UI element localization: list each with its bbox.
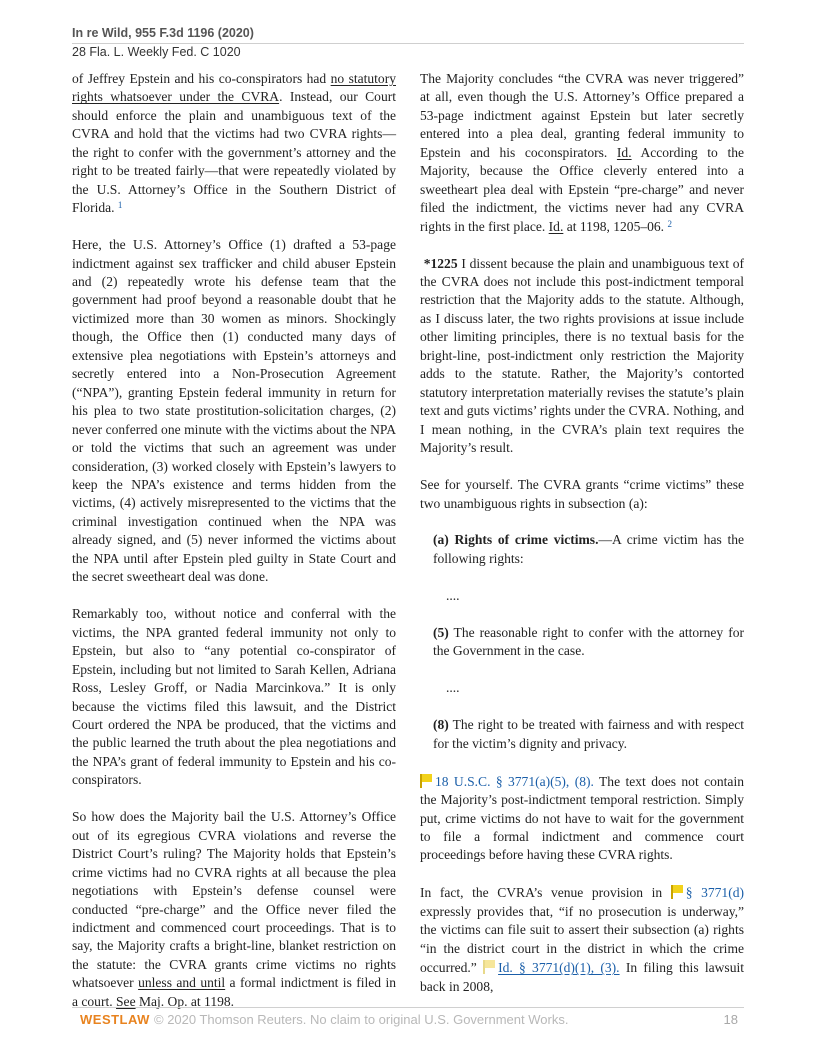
paragraph: See for yourself. The CVRA grants “crime victims” these two unambiguous rights in subsection (a): xyxy=(420,477,744,511)
signal-see: See xyxy=(116,993,136,1009)
keycite-flag-icon[interactable] xyxy=(420,774,432,788)
keycite-flag-icon[interactable] xyxy=(671,885,683,899)
footer-divider xyxy=(72,1007,744,1008)
keycite-flag-icon[interactable] xyxy=(483,960,495,974)
paragraph: 18 U.S.C. § 3771(a)(5), (8). The text does not contain the Majority’s post-indictment temporal restriction. Simply put, crime victims do not have to wait for the government to file a formal indictment and commence court proceedings before having these CVRA rights. xyxy=(420,773,744,863)
citation-id: Id. xyxy=(548,218,564,234)
right-column xyxy=(420,70,744,1015)
quote-heading: (a) Rights of crime victims. xyxy=(433,532,599,548)
westlaw-logo: WESTLAW xyxy=(80,1012,150,1027)
statute-citation-link[interactable]: § 3771(d) xyxy=(685,885,744,901)
header-divider xyxy=(72,43,744,44)
emphasis-underline: unless and until xyxy=(138,975,226,991)
paragraph: *1225 I dissent because the plain and unambiguous text of the CVRA does not include this post-indictment temporal restriction that the Majority adds to the statute. Although, as I discuss later, the two rights provisions at issue include other limiting principles, there is no textual basis for the bright-line, post-indictment only restriction the Majority adds to the statute. Rather, the Majority’s contorted statutory interpretation materially revises the statute’s plain text and guts victims’ rights under the CVRA. Nothing, and I mean nothing, in the CVRA’s plain text requires the Majority’s result. xyxy=(420,255,744,456)
case-title: In re Wild, 955 F.3d 1196 (2020) xyxy=(72,26,254,40)
paragraph: of Jeffrey Epstein and his co-conspirators had no statutory rights whatsoever under the CVRA. Instead, our Court should enforce the plain and unambiguous text of the CVRA and hold that the victims had two CVRA rights—the right to confer with the government’s attorney and the right to be treated fairly—that were repeatedly violated by the U.S. Attorney’s Office in the Southern District of Florida. $^1$ xyxy=(72,71,397,216)
emphasis-underline: no statutory rights whatsoever under the CVRA xyxy=(72,71,396,105)
ellipsis: .... xyxy=(446,680,460,696)
left-column xyxy=(72,70,396,1030)
star-page-marker: *1225 xyxy=(423,255,458,271)
page-number: 18 xyxy=(723,1012,738,1027)
paragraph: The Majority concludes “the CVRA was never triggered” at all, even though the U.S. Attorney’s Office prepared a 53-page indictment against Epstein but later secretly entered into a plea deal, granting federal immunity to Epstein and his coconspirators. Id. According to the Majority, because the Office cleverly entered into a sweetheart plea deal with Epstein “pre-charge” and never filed the indictment, the victims never had any CVRA rights in the first place. Id. at 1198, 1205–06. $^2$ xyxy=(420,71,745,234)
ellipsis: .... xyxy=(446,587,460,603)
citation-id: Id. xyxy=(616,144,632,160)
statute-citation-link[interactable]: 18 U.S.C. § 3771(a)(5), (8). xyxy=(435,773,594,789)
paragraph: In fact, the CVRA’s venue provision in § 3771(d) expressly provides that, “if no prosecution is underway,” the victims can file suit to assert their subsection (a) rights “in the district court in the district in which the crime occurred.” Id. § 3771(d)(1), (3). In filing this lawsuit back in 2008, xyxy=(420,885,744,994)
reporter-citation: 28 Fla. L. Weekly Fed. C 1020 xyxy=(72,45,241,59)
page-footer xyxy=(72,1012,744,1028)
copyright-notice: © 2020 Thomson Reuters. No claim to original U.S. Government Works. xyxy=(154,1012,569,1027)
statute-citation-link[interactable]: Id. § 3771(d)(1), (3). xyxy=(498,960,620,976)
footnote-link-1[interactable]: 1 xyxy=(117,200,123,211)
paragraph: Remarkably too, without notice and conferral with the victims, the NPA granted federal immunity not only to Epstein, but also to “any potential co-conspirator of Epstein, including but not limited to Sarah Kellen, Adriana Ross, Lesley Groff, or Nadia Marcinkova.” It is only because the victims filed this lawsuit, and the District Court ordered the NPA be produced, that the victims and the public learned the truth about the plea negotiations and the NPA’s grant of federal immunity to Epstein and his co-conspirators. xyxy=(72,606,396,788)
paragraph: So how does the Majority bail the U.S. Attorney’s Office out of its egregious CVRA violations and reverse the District Court’s ruling? The Majority holds that Epstein’s crime victims had no CVRA rights at all because the plea negotiations with Epstein’s defense counsel were conducted “pre-charge” and the Office never filed the indictment and commenced court proceedings. That is to say, the Majority crafts a bright-line, blanket restriction on the statute: the CVRA grants crime victims no rights whatsoever unless and until a formal indictment is filed in a court. See Maj. Op. at 1198. xyxy=(72,809,396,1009)
statute-block-quote: (a) Rights of crime victims.—A crime victim has the following rights: .... (5) The reasonable right to confer with the attorney for the Government in the case. .... (8) The right to be treated with fairness and with respect for the victim’s dignity and privacy. xyxy=(433,532,744,751)
paragraph: Here, the U.S. Attorney’s Office (1) drafted a 53-page indictment against sex trafficker and child abuser Epstein and (2) repeatedly wrote his defense team that the government had proof beyond a reasonable doubt that he victimized more than 30 women as minors. Shockingly though, the Office then (1) conducted many days of extensive plea negotiations with Epstein’s attorneys and secretly entered into a Non-Prosecution Agreement (“NPA”), granting Epstein federal immunity in return for his plea to two state prostitution-solicitation charges, (2) never conferred one minute with the victims about the NPA or told the victims that such an agreement was under consideration, (3) worked closely with Epstein’s lawyers to keep the NPA’s existence and terms hidden from the victims, (4) actively misrepresented to the victims that the criminal investigation continued when the NPA was already signed, and (5) never informed the victims about the NPA until after Epstein pled guilty in State Court and the secret sweetheart deal was done. xyxy=(72,237,396,585)
footnote-link-2[interactable]: 2 xyxy=(667,218,672,229)
